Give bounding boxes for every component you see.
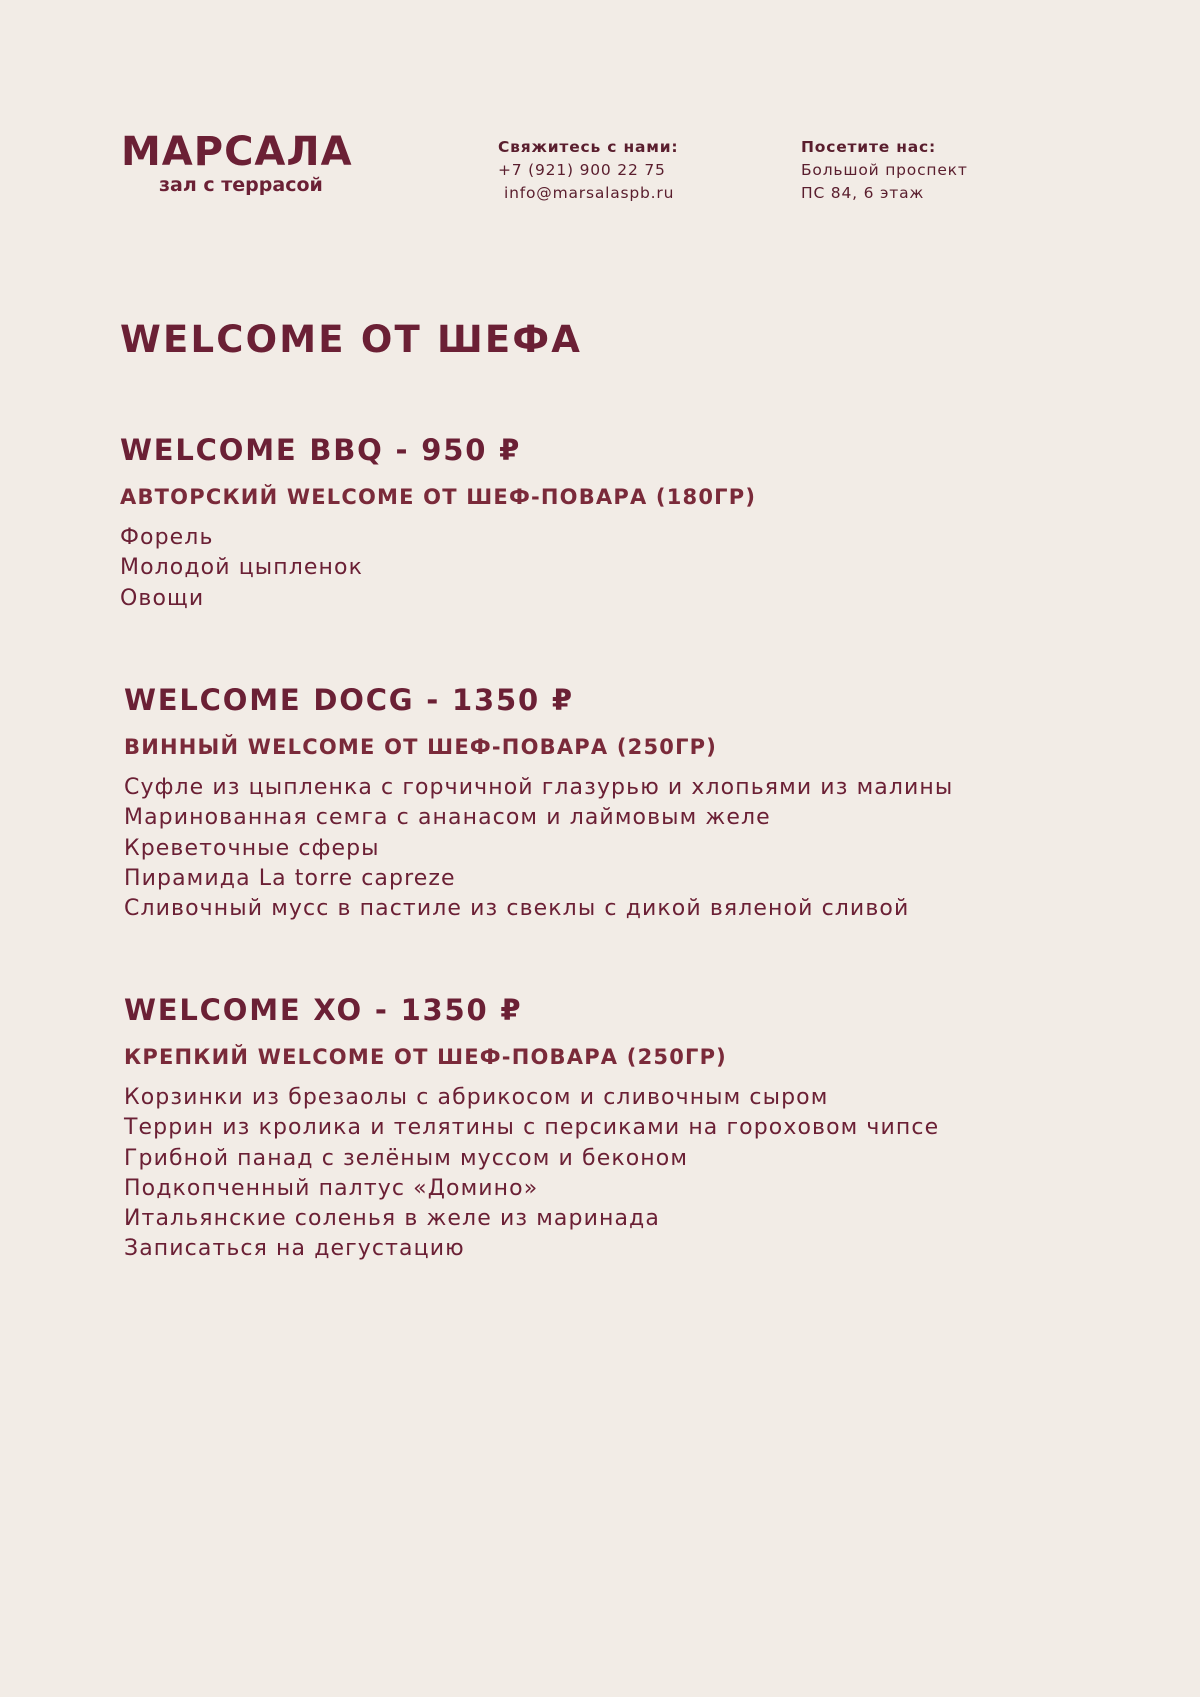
- menu-item-list: [124, 1083, 939, 1265]
- menu-item: Суфле из цыпленка с горчичной глазурью и хлопьями из малины: [124, 775, 954, 800]
- logo: [121, 130, 371, 205]
- phone-link[interactable]: +7 (921) 900 22 75: [498, 161, 666, 179]
- visit-block: [801, 136, 968, 205]
- section-title: WELCOME DOCG - 1350 ₽: [124, 683, 574, 717]
- menu-item: Овощи: [120, 585, 205, 611]
- contact-block: [498, 136, 678, 205]
- section-subtitle: КРЕПКИЙ WELCOME ОТ ШЕФ-ПОВАРА (250ГР): [124, 1045, 727, 1069]
- address-line-2: ПС 84, 6 этаж: [801, 184, 925, 202]
- menu-item-list: [120, 523, 756, 614]
- section-title: WELCOME BBQ - 950 ₽: [120, 433, 522, 467]
- menu-item: Молодой цыпленок: [120, 555, 363, 581]
- menu-item: Маринованная семга с ананасом и лаймовым желе: [124, 805, 771, 831]
- logo-name: МАРСАЛА: [121, 129, 353, 175]
- menu-item: Террин из кролика и телятины с персиками на гороховом чипсе: [124, 1115, 940, 1141]
- section-subtitle: АВТОРСКИЙ WELCOME ОТ ШЕФ-ПОВАРА (180ГР): [120, 485, 757, 509]
- tasting-signup-link[interactable]: Записаться на дегустацию: [124, 1236, 465, 1262]
- section-subtitle: ВИННЫЙ WELCOME ОТ ШЕФ-ПОВАРА (250ГР): [124, 735, 718, 759]
- address-line-1: Большой проспект: [801, 161, 968, 179]
- menu-item-list: [124, 773, 953, 924]
- menu-item: Форель: [120, 525, 214, 550]
- menu-item: Подкопченный палтус «Домино»: [124, 1175, 539, 1201]
- menu-item: Грибной панад с зелёным муссом и беконом: [124, 1145, 689, 1171]
- menu-item: Итальянские соленья в желе из маринада: [124, 1206, 660, 1232]
- menu-section-xo: [124, 991, 939, 1265]
- email-link[interactable]: info@marsalaspb.ru: [504, 184, 675, 202]
- menu-item: Пирамида La torre capreze: [124, 865, 456, 891]
- section-title: WELCOME XO - 1350 ₽: [124, 993, 523, 1027]
- page-title: WELCOME ОТ ШЕФА: [120, 318, 583, 361]
- menu-section-docg: [124, 681, 953, 924]
- menu-item: Креветочные сферы: [124, 835, 380, 861]
- menu-item: Сливочный мусс в пастиле из свеклы с дикой вяленой сливой: [124, 896, 910, 922]
- menu-item: Корзинки из брезаолы с абрикосом и сливочным сыром: [124, 1085, 829, 1110]
- visit-label: Посетите нас:: [801, 138, 937, 156]
- menu-section-bbq: [120, 431, 756, 614]
- logo-subtitle: зал с террасой: [159, 174, 323, 196]
- contact-label: Свяжитесь с нами:: [498, 138, 679, 156]
